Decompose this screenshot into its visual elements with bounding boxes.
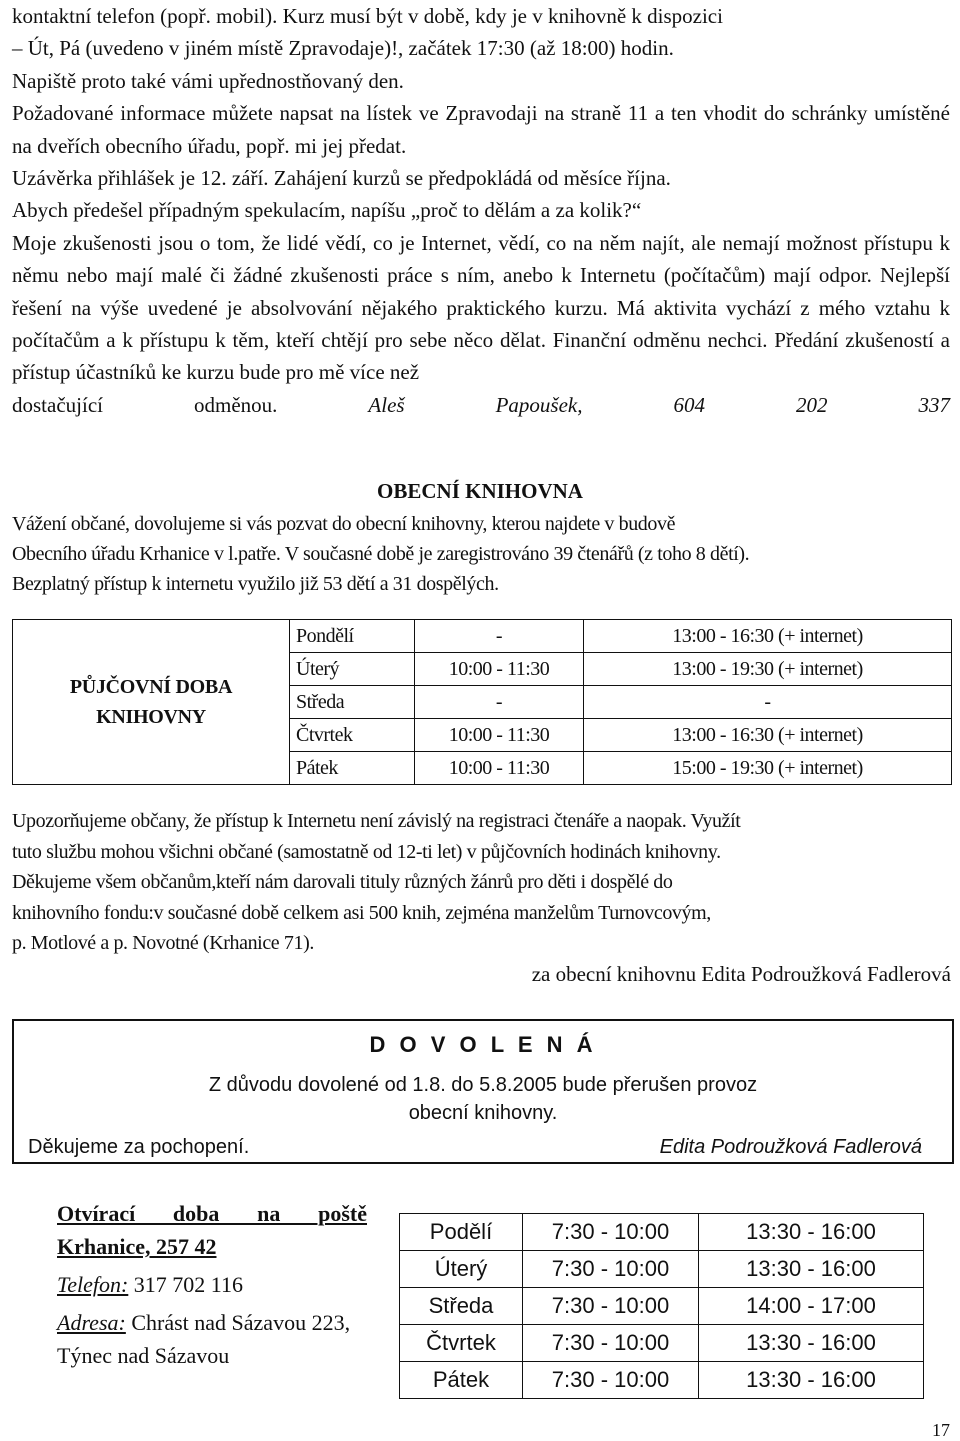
vacation-line: obecní knihovny. — [408, 1102, 558, 1124]
vacation-title: D O V O L E N Á — [369, 1032, 597, 1057]
notice-line: Upozorňujeme občany, že přístup k Internetu není závislý na registraci čtenáře a naopak. Využít — [12, 810, 741, 832]
deadline-line: Uzávěrka přihlášek je 12. září. Zahájení kurzů se předpokládá od měsíce října. — [12, 166, 671, 191]
phone-label: Telefon: — [57, 1272, 129, 1297]
day-cell: Středa — [290, 686, 415, 719]
why-line: Abych předešel případným spekulacím, napíšu „proč to dělám a za kolik?“ — [12, 198, 642, 223]
author-signature: Aleš Papoušek, 604 202 337 — [368, 392, 950, 417]
library-heading: OBECNÍ KNIHOVNA — [377, 479, 583, 503]
intro-line: Napiště proto také vámi upřednostňovaný den. — [12, 68, 404, 93]
morning-cell: 7:30 - 10:00 — [523, 1288, 699, 1325]
hours-label-line: KNIHOVNY — [96, 706, 206, 728]
post-phone — [57, 1268, 367, 1301]
post-hours-table — [399, 1213, 924, 1399]
table-row — [400, 1362, 924, 1399]
morning-cell: 10:00 - 11:30 — [415, 653, 584, 686]
vacation-text — [14, 1071, 952, 1127]
internet-course-text — [12, 0, 950, 421]
afternoon-cell: 13:30 - 16:00 — [699, 1325, 924, 1362]
library-intro — [12, 509, 952, 599]
day-cell: Čtvrtek — [290, 719, 415, 752]
notice-line: knihovního fondu:v současné době celkem asi 500 knih, zejména manželům Turnovcovým, — [12, 901, 711, 924]
post-title: Otvírací doba na poště — [57, 1201, 367, 1226]
morning-cell: 7:30 - 10:00 — [523, 1362, 699, 1399]
afternoon-cell: 15:00 - 19:30 (+ internet) — [584, 752, 952, 785]
vacation-thanks: Děkujeme za pochopení. — [28, 1136, 250, 1158]
library-hours-table — [12, 619, 952, 785]
post-office-info — [57, 1197, 367, 1372]
notice-line: Děkujeme všem občanům,kteří nám darovali tituly různých žánrů pro děti i dospělé do — [12, 871, 673, 893]
afternoon-cell: 13:00 - 19:30 (+ internet) — [584, 653, 952, 686]
table-row — [400, 1251, 924, 1288]
vacation-signature: Edita Podroužková Fadlerová — [659, 1136, 922, 1158]
intro-line: – Út, Pá (uvedeno v jiném místě Zpravodaje)!, začátek 17:30 (až 18:00) hodin. — [12, 36, 674, 61]
day-cell: Úterý — [400, 1251, 523, 1288]
post-title: Krhanice, 257 42 — [57, 1234, 217, 1259]
afternoon-cell: 14:00 - 17:00 — [699, 1288, 924, 1325]
day-cell: Úterý — [290, 653, 415, 686]
notice-line: p. Motlové a p. Novotné (Krhanice 71). — [12, 932, 314, 954]
address-label: Adresa: — [57, 1310, 126, 1335]
phone-value: 317 702 116 — [128, 1272, 243, 1297]
morning-cell: 10:00 - 11:30 — [415, 719, 584, 752]
day-cell: Podělí — [400, 1214, 523, 1251]
morning-cell: - — [415, 686, 584, 719]
library-hours-label — [13, 620, 290, 785]
vacation-line: Z důvodu dovolené od 1.8. do 5.8.2005 bude přerušen provoz — [208, 1074, 758, 1096]
day-cell: Pátek — [400, 1362, 523, 1399]
library-intro-line: Vážení občané, dovolujeme si vás pozvat do obecní knihovny, kterou najdete v budově — [12, 513, 676, 535]
intro-line: kontaktní telefon (popř. mobil). Kurz musí být v době, kdy je v knihovně k dispozici — [12, 4, 723, 28]
table-row — [400, 1288, 924, 1325]
library-signature: za obecní knihovnu Edita Podroužková Fadlerová — [531, 962, 951, 986]
morning-cell: 7:30 - 10:00 — [523, 1214, 699, 1251]
day-cell: Čtvrtek — [400, 1325, 523, 1362]
intro-paragraph: Požadované informace můžete napsat na lístek ve Zpravodaji na straně 11 a ten vhodit do schránky umístěné na dveřích obecního úřadu, popř. mi jej předat. — [12, 101, 950, 158]
library-intro-line: Obecního úřadu Krhanice v l.patře. V současné době je zaregistrováno 39 čtenářů (z toho 8 dětí). — [12, 543, 750, 565]
experience-paragraph: Moje zkušenosti jsou o tom, že lidé vědí, co je Internet, vědí, co na něm najít, ale nemají možnost přístupu k němu nebo mají malé či žádné zkušenosti práce s ním, anebo k Internetu (počítačům) mají odpor. Nejlepší řešení na výše uvedené je absolvování nějakého praktického kurzu. Má aktivita vychází z mého vztahu k počítačům a k přístupu k těm, kteří chtějí pro sebe něco dělat. Finanční odměnu nechci. Předání zkušeností a přístup účastníků ke kurzu bude pro mě více než — [12, 230, 950, 385]
closing-text: dostačující odměnou. — [12, 392, 278, 417]
day-cell: Pondělí — [290, 620, 415, 653]
afternoon-cell: 13:30 - 16:00 — [699, 1214, 924, 1251]
notice-line: tuto službu mohou všichni občané (samostatně od 12-ti let) v půjčovních hodinách knihovny. — [12, 840, 721, 863]
page-number: 17 — [932, 1420, 950, 1440]
day-cell: Pátek — [290, 752, 415, 785]
afternoon-cell: 13:30 - 16:00 — [699, 1251, 924, 1288]
address-value: Chrást nad Sázavou 223, Týnec nad Sázavou — [57, 1310, 351, 1368]
morning-cell: 10:00 - 11:30 — [415, 752, 584, 785]
vacation-box — [12, 1019, 954, 1164]
morning-cell: 7:30 - 10:00 — [523, 1325, 699, 1362]
morning-cell: 7:30 - 10:00 — [523, 1251, 699, 1288]
afternoon-cell: 13:30 - 16:00 — [699, 1362, 924, 1399]
afternoon-cell: 13:00 - 16:30 (+ internet) — [584, 719, 952, 752]
morning-cell: - — [415, 620, 584, 653]
post-address — [57, 1306, 367, 1372]
table-row — [400, 1325, 924, 1362]
afternoon-cell: 13:00 - 16:30 (+ internet) — [584, 620, 952, 653]
table-row — [400, 1214, 924, 1251]
library-intro-line: Bezplatný přístup k internetu využilo již 53 dětí a 31 dospělých. — [12, 573, 499, 595]
closing-line — [12, 389, 950, 421]
day-cell: Středa — [400, 1288, 523, 1325]
table-row — [13, 620, 952, 653]
hours-label-line: PŮJČOVNÍ DOBA — [69, 676, 233, 698]
library-notice — [12, 806, 952, 959]
afternoon-cell: - — [584, 686, 952, 719]
